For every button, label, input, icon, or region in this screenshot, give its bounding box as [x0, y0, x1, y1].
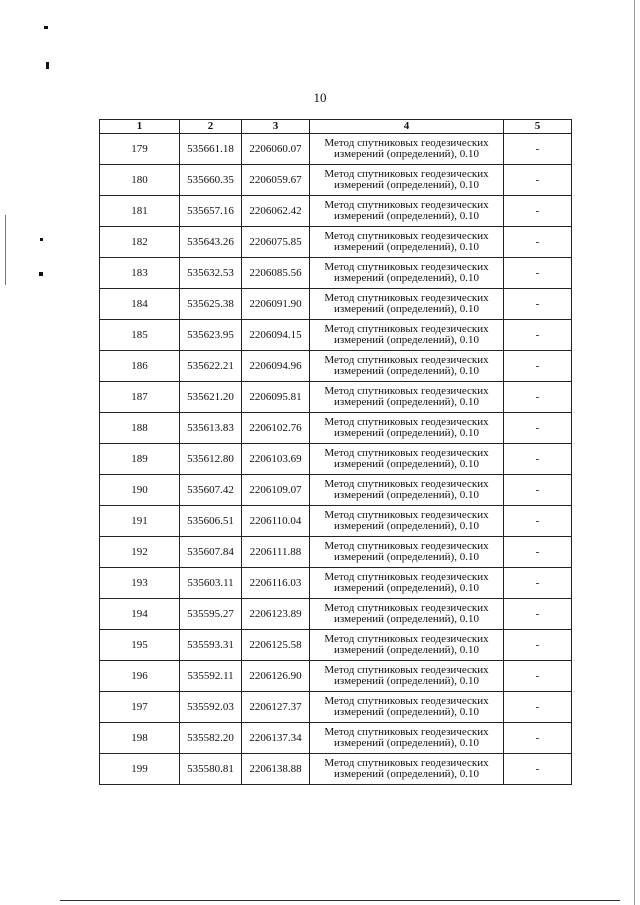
x-coordinate-cell: 535580.81: [180, 754, 242, 785]
method-cell: [310, 568, 504, 599]
y-coordinate-cell: 2206102.76: [242, 413, 310, 444]
y-coordinate-cell: 2206075.85: [242, 227, 310, 258]
method-cell: [310, 196, 504, 227]
point-number-cell: 195: [100, 630, 180, 661]
method-text-line2: измерений (определений), 0.10: [334, 303, 479, 315]
method-text-line2: измерений (определений), 0.10: [334, 706, 479, 718]
method-text-line1: Метод спутниковых геодезических: [324, 168, 489, 180]
y-coordinate-cell: 2206110.04: [242, 506, 310, 537]
y-coordinate-cell: 2206123.89: [242, 599, 310, 630]
y-coordinate-cell: 2206111.88: [242, 537, 310, 568]
point-number-cell: 190: [100, 475, 180, 506]
point-number-cell: 185: [100, 320, 180, 351]
method-text-line2: измерений (определений), 0.10: [334, 768, 479, 780]
table-row: [100, 661, 572, 692]
dash-cell: -: [504, 506, 572, 537]
column-header: 4: [310, 120, 504, 134]
dash-cell: -: [504, 413, 572, 444]
scan-mark: [39, 272, 43, 276]
table-row: [100, 196, 572, 227]
method-cell: [310, 723, 504, 754]
scan-mark: [40, 238, 43, 241]
y-coordinate-cell: 2206060.07: [242, 134, 310, 165]
y-coordinate-cell: 2206109.07: [242, 475, 310, 506]
method-text-line1: Метод спутниковых геодезических: [324, 695, 489, 707]
dash-cell: -: [504, 754, 572, 785]
x-coordinate-cell: 535621.20: [180, 382, 242, 413]
point-number-cell: 199: [100, 754, 180, 785]
method-text-line1: Метод спутниковых геодезических: [324, 199, 489, 211]
point-number-cell: 192: [100, 537, 180, 568]
x-coordinate-cell: 535592.11: [180, 661, 242, 692]
table-row: [100, 568, 572, 599]
dash-cell: -: [504, 692, 572, 723]
point-number-cell: 188: [100, 413, 180, 444]
method-text-line1: Метод спутниковых геодезических: [324, 292, 489, 304]
dash-cell: -: [504, 289, 572, 320]
method-text-line2: измерений (определений), 0.10: [334, 334, 479, 346]
method-text-line2: измерений (определений), 0.10: [334, 489, 479, 501]
y-coordinate-cell: 2206137.34: [242, 723, 310, 754]
dash-cell: -: [504, 537, 572, 568]
x-coordinate-cell: 535607.84: [180, 537, 242, 568]
scan-mark: [44, 26, 48, 29]
x-coordinate-cell: 535632.53: [180, 258, 242, 289]
point-number-cell: 183: [100, 258, 180, 289]
method-text-line1: Метод спутниковых геодезических: [324, 602, 489, 614]
method-text-line1: Метод спутниковых геодезических: [324, 540, 489, 552]
method-text-line1: Метод спутниковых геодезических: [324, 261, 489, 273]
table-row: [100, 227, 572, 258]
y-coordinate-cell: 2206094.15: [242, 320, 310, 351]
y-coordinate-cell: 2206127.37: [242, 692, 310, 723]
point-number-cell: 182: [100, 227, 180, 258]
method-text-line2: измерений (определений), 0.10: [334, 644, 479, 656]
method-cell: [310, 382, 504, 413]
x-coordinate-cell: 535623.95: [180, 320, 242, 351]
y-coordinate-cell: 2206095.81: [242, 382, 310, 413]
method-text-line2: измерений (определений), 0.10: [334, 582, 479, 594]
method-text-line1: Метод спутниковых геодезических: [324, 354, 489, 366]
x-coordinate-cell: 535607.42: [180, 475, 242, 506]
x-coordinate-cell: 535593.31: [180, 630, 242, 661]
scan-bottom-line: [60, 900, 620, 901]
x-coordinate-cell: 535595.27: [180, 599, 242, 630]
method-cell: [310, 134, 504, 165]
x-coordinate-cell: 535606.51: [180, 506, 242, 537]
method-cell: [310, 351, 504, 382]
x-coordinate-cell: 535661.18: [180, 134, 242, 165]
dash-cell: -: [504, 444, 572, 475]
method-text-line2: измерений (определений), 0.10: [334, 272, 479, 284]
dash-cell: -: [504, 196, 572, 227]
x-coordinate-cell: 535612.80: [180, 444, 242, 475]
table-row: [100, 599, 572, 630]
point-number-cell: 193: [100, 568, 180, 599]
method-cell: [310, 227, 504, 258]
table-row: [100, 723, 572, 754]
method-text-line1: Метод спутниковых геодезических: [324, 385, 489, 397]
dash-cell: -: [504, 165, 572, 196]
method-text-line1: Метод спутниковых геодезических: [324, 323, 489, 335]
method-text-line2: измерений (определений), 0.10: [334, 427, 479, 439]
method-cell: [310, 475, 504, 506]
column-header: 3: [242, 120, 310, 134]
point-number-cell: 187: [100, 382, 180, 413]
column-header: 5: [504, 120, 572, 134]
page-number: 10: [313, 90, 327, 105]
dash-cell: -: [504, 134, 572, 165]
method-text-line2: измерений (определений), 0.10: [334, 458, 479, 470]
method-cell: [310, 661, 504, 692]
method-cell: [310, 537, 504, 568]
x-coordinate-cell: 535625.38: [180, 289, 242, 320]
column-header: 1: [100, 120, 180, 134]
x-coordinate-cell: 535643.26: [180, 227, 242, 258]
method-cell: [310, 754, 504, 785]
point-number-cell: 186: [100, 351, 180, 382]
table-row: [100, 351, 572, 382]
dash-cell: -: [504, 320, 572, 351]
table-row: [100, 134, 572, 165]
point-number-cell: 198: [100, 723, 180, 754]
y-coordinate-cell: 2206116.03: [242, 568, 310, 599]
table-header-row: [100, 120, 572, 134]
dash-cell: -: [504, 568, 572, 599]
point-number-cell: 184: [100, 289, 180, 320]
x-coordinate-cell: 535660.35: [180, 165, 242, 196]
method-text-line2: измерений (определений), 0.10: [334, 179, 479, 191]
method-cell: [310, 692, 504, 723]
y-coordinate-cell: 2206126.90: [242, 661, 310, 692]
point-number-cell: 196: [100, 661, 180, 692]
table-row: [100, 382, 572, 413]
table-row: [100, 506, 572, 537]
x-coordinate-cell: 535592.03: [180, 692, 242, 723]
coordinates-table: [99, 119, 572, 785]
point-number-cell: 197: [100, 692, 180, 723]
y-coordinate-cell: 2206094.96: [242, 351, 310, 382]
dash-cell: -: [504, 599, 572, 630]
point-number-cell: 194: [100, 599, 180, 630]
method-text-line1: Метод спутниковых геодезических: [324, 478, 489, 490]
method-cell: [310, 630, 504, 661]
point-number-cell: 180: [100, 165, 180, 196]
dash-cell: -: [504, 630, 572, 661]
table-row: [100, 413, 572, 444]
method-text-line1: Метод спутниковых геодезических: [324, 447, 489, 459]
method-text-line1: Метод спутниковых геодезических: [324, 726, 489, 738]
method-cell: [310, 599, 504, 630]
table-row: [100, 754, 572, 785]
x-coordinate-cell: 535613.83: [180, 413, 242, 444]
y-coordinate-cell: 2206091.90: [242, 289, 310, 320]
method-text-line1: Метод спутниковых геодезических: [324, 509, 489, 521]
y-coordinate-cell: 2206085.56: [242, 258, 310, 289]
method-cell: [310, 413, 504, 444]
dash-cell: -: [504, 227, 572, 258]
method-text-line1: Метод спутниковых геодезических: [324, 137, 489, 149]
point-number-cell: 189: [100, 444, 180, 475]
table-row: [100, 289, 572, 320]
scan-edge-line: [634, 0, 635, 905]
table-row: [100, 165, 572, 196]
x-coordinate-cell: 535657.16: [180, 196, 242, 227]
method-text-line2: измерений (определений), 0.10: [334, 210, 479, 222]
x-coordinate-cell: 535603.11: [180, 568, 242, 599]
table-row: [100, 475, 572, 506]
y-coordinate-cell: 2206125.58: [242, 630, 310, 661]
method-text-line2: измерений (определений), 0.10: [334, 365, 479, 377]
method-text-line1: Метод спутниковых геодезических: [324, 571, 489, 583]
dash-cell: -: [504, 382, 572, 413]
dash-cell: -: [504, 661, 572, 692]
dash-cell: -: [504, 475, 572, 506]
table-row: [100, 537, 572, 568]
table-row: [100, 692, 572, 723]
table-row: [100, 320, 572, 351]
point-number-cell: 179: [100, 134, 180, 165]
scan-mark: [5, 215, 6, 285]
x-coordinate-cell: 535582.20: [180, 723, 242, 754]
method-cell: [310, 506, 504, 537]
method-text-line2: измерений (определений), 0.10: [334, 520, 479, 532]
method-text-line2: измерений (определений), 0.10: [334, 148, 479, 160]
point-number-cell: 191: [100, 506, 180, 537]
method-text-line1: Метод спутниковых геодезических: [324, 664, 489, 676]
table-row: [100, 258, 572, 289]
method-cell: [310, 165, 504, 196]
method-text-line1: Метод спутниковых геодезических: [324, 633, 489, 645]
method-text-line2: измерений (определений), 0.10: [334, 396, 479, 408]
dash-cell: -: [504, 351, 572, 382]
method-cell: [310, 258, 504, 289]
y-coordinate-cell: 2206062.42: [242, 196, 310, 227]
dash-cell: -: [504, 723, 572, 754]
method-text-line2: измерений (определений), 0.10: [334, 675, 479, 687]
method-text-line2: измерений (определений), 0.10: [334, 613, 479, 625]
method-text-line1: Метод спутниковых геодезических: [324, 416, 489, 428]
method-text-line1: Метод спутниковых геодезических: [324, 230, 489, 242]
method-text-line2: измерений (определений), 0.10: [334, 737, 479, 749]
method-cell: [310, 444, 504, 475]
table-row: [100, 630, 572, 661]
method-cell: [310, 320, 504, 351]
dash-cell: -: [504, 258, 572, 289]
method-text-line2: измерений (определений), 0.10: [334, 551, 479, 563]
method-cell: [310, 289, 504, 320]
x-coordinate-cell: 535622.21: [180, 351, 242, 382]
y-coordinate-cell: 2206103.69: [242, 444, 310, 475]
scan-mark: [46, 62, 49, 69]
method-text-line1: Метод спутниковых геодезических: [324, 757, 489, 769]
point-number-cell: 181: [100, 196, 180, 227]
column-header: 2: [180, 120, 242, 134]
y-coordinate-cell: 2206138.88: [242, 754, 310, 785]
table-row: [100, 444, 572, 475]
y-coordinate-cell: 2206059.67: [242, 165, 310, 196]
method-text-line2: измерений (определений), 0.10: [334, 241, 479, 253]
